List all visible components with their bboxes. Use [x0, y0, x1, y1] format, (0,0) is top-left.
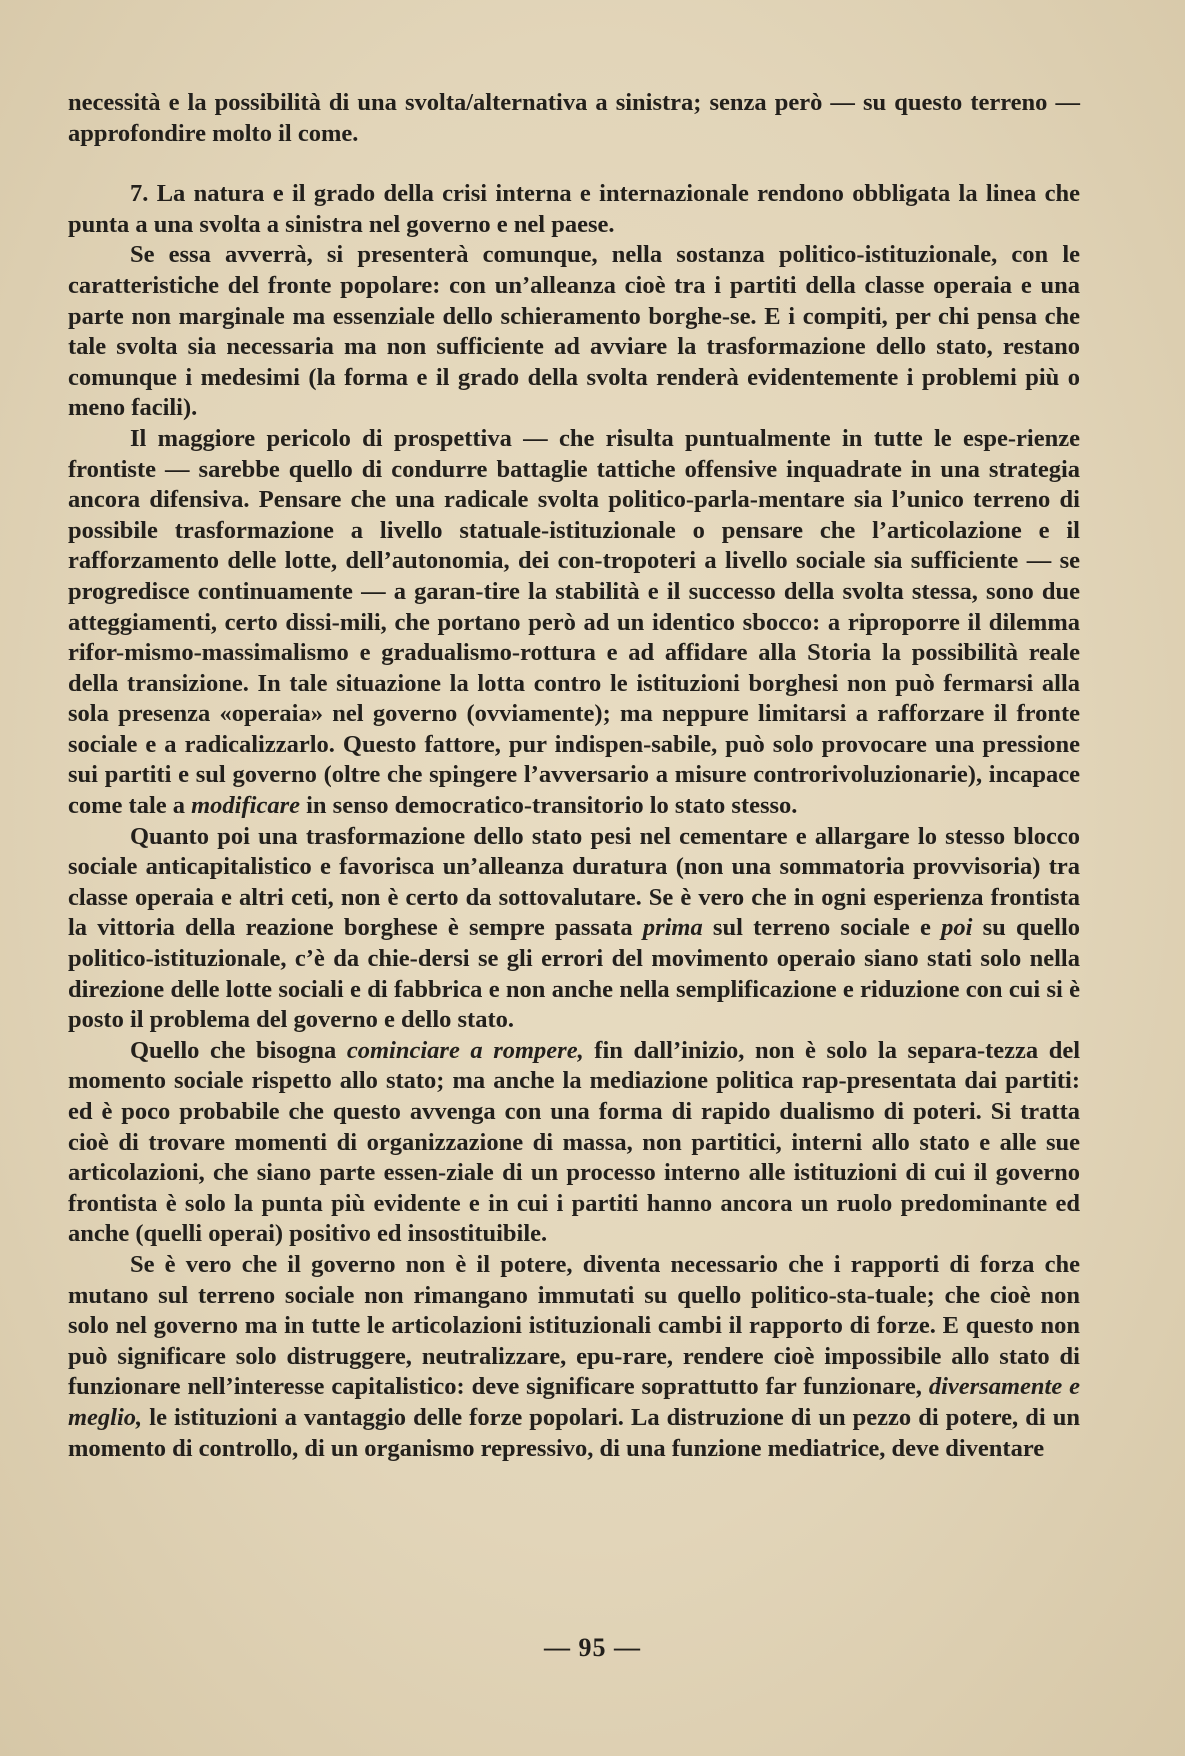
italic-text-run: poi — [941, 914, 973, 942]
text-run: Se è vero che il governo non è il potere, diventa necessario che i rapporti di forza che mutano sul terreno sociale non rimangano immutati su quello politico-sta-tuale; che cioè non solo nel governo ma in tutte le articolazioni istituzionali cambi il rapporto di forze. E questo non può significare solo distruggere, neutralizzare, epu-rare, rendere cioè impossibile allo stato di funzionare nell’interesse capitalistico: deve significare soprattutto far funzionare, — [68, 1250, 1080, 1401]
paragraph-pericolo-prospettiva — [68, 424, 1080, 822]
italic-text-run: diversamente e meglio, — [68, 1373, 1080, 1431]
body-text — [68, 88, 1080, 1464]
text-run: su quello politico-istituzionale, c’è da chie-dersi se gli errori del movimento operaio siano stati solo nella direzione delle lotte sociali e di fabbrica e non anche nella semplificazione e riduzione con cui si è posto il problema del governo e dello stato. — [68, 914, 1080, 1034]
text-run: Quanto poi una trasformazione dello stato pesi nel cementare e allargare lo stesso blocco sociale anticapitalistico e favorisca un’alleanza duratura (non una sommatoria provvisoria) tra classe operaia e altri ceti, non è certo da sottovalutare. Se è vero che in ogni esperienza frontista la vittoria della reazione borghese è sempre passata — [68, 822, 1080, 942]
italic-text-run: modificare — [191, 792, 300, 820]
paragraph-fronte-popolare — [68, 240, 1080, 424]
text-run: in senso democratico-transitorio lo stato stesso. — [300, 792, 798, 820]
paragraph-governo-potere — [68, 1250, 1080, 1464]
text-run: sul terreno sociale e — [702, 914, 942, 942]
text-run: Quello che bisogna — [130, 1036, 347, 1064]
paragraph-trasformazione-stato — [68, 822, 1080, 1036]
text-run: le istituzioni a vantaggio delle forze popolari. La distruzione di un pezzo di potere, di un momento di controllo, di un organismo repressivo, di una funzione mediatrice, deve diventare — [68, 1403, 1080, 1462]
paragraph-cominciare-rompere — [68, 1036, 1080, 1250]
italic-text-run: cominciare a rompere, — [346, 1036, 584, 1064]
page-number: — 95 — — [544, 1633, 641, 1662]
text-run: necessità e la possibilità di una svolta/alternativa a sinistra; senza però — su questo terreno — approfondire molto il come. — [68, 89, 1080, 147]
paragraph-section-7 — [68, 179, 1080, 240]
italic-text-run: prima — [642, 914, 703, 942]
text-run: Se essa avverrà, si presenterà comunque, nella sostanza politico-istituzionale, con le caratteristiche del fronte popolare: con un’alleanza cioè tra i partiti della classe operaia e una parte non marginale ma essenziale dello schieramento borghe-se. E i compiti, per chi pensa che tale svolta sia necessaria ma non sufficiente ad avviare la trasformazione dello stato, restano comunque i medesimi (la forma e il grado della svolta renderà evidentemente i problemi più o meno facili). — [68, 241, 1080, 422]
text-run: fin dall’inizio, non è solo la separa-tezza del momento sociale rispetto allo stato; ma anche la mediazione politica rap-presentata dai partiti: ed è poco probabile che questo avvenga con una forma di rapido dualismo di poteri. Si tratta cioè di trovare momenti di organizzazione di massa, non partitici, interni allo stato e alle sue articolazioni, che siano parte essen-ziale di un processo interno alle istituzioni di cui il governo frontista è solo la punta più evidente e in cui i partiti hanno ancora un ruolo predominante ed anche (quelli operai) positivo ed insostituibile. — [68, 1036, 1081, 1248]
paragraph-continuation — [68, 88, 1080, 149]
text-run: 7. La natura e il grado della crisi interna e internazionale rendono obbligata la linea che punta a una svolta a sinistra nel governo e nel paese. — [68, 180, 1080, 238]
text-run: Il maggiore pericolo di prospettiva — che risulta puntualmente in tutte le espe-rienze frontiste — sarebbe quello di condurre battaglie tattiche offensive inquadrate in una strategia ancora difensiva. Pensare che una radicale svolta politico-parla-mentare sia l’unico terreno di possibile trasformazione a livello statuale-istituzionale o pensare che l’articolazione e il rafforzamento delle lotte, dell’autonomia, dei con-tropoteri a livello sociale sia sufficiente — se progredisce continuamente — a garan-tire la stabilità e il successo della svolta stessa, sono due atteggiamenti, certo dissi-mili, che portano però ad un identico sbocco: a riproporre il dilemma rifor-mismo-massimalismo e gradualismo-rottura e ad affidare alla Storia la possibilità reale della transizione. In tale situazione la lotta contro le istituzioni borghesi non può fermarsi alla sola presenza «operaia» nel governo (ovviamente); ma neppure limitarsi a rafforzare il fronte sociale e a radicalizzarlo. Questo fattore, pur indispen-sabile, può solo provocare una pressione sui partiti e sul governo (oltre che spingere l’avversario a misure controrivoluzionarie), incapace come tale a — [68, 424, 1080, 820]
